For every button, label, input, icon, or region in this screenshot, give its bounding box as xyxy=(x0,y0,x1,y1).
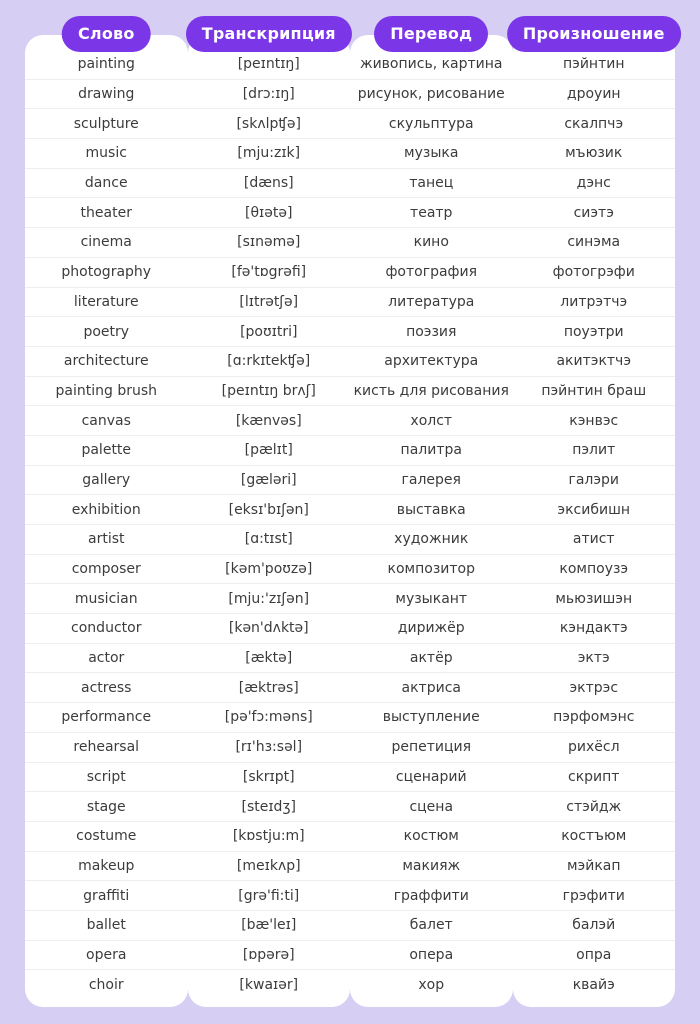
cell-transcription: [ɑ:rkɪtekʧə] xyxy=(188,346,351,376)
cell-transcription: [gæləri] xyxy=(188,465,351,495)
cell-word: composer xyxy=(25,554,188,584)
cell-transcription: [ɑ:tɪst] xyxy=(188,524,351,554)
cell-translation: литература xyxy=(350,287,513,317)
cell-word: gallery xyxy=(25,465,188,495)
cell-translation: музыкант xyxy=(350,583,513,613)
cell-transcription: [θɪətə] xyxy=(188,197,351,227)
cell-translation: актёр xyxy=(350,643,513,673)
cell-translation: сценарий xyxy=(350,762,513,792)
cell-word: costume xyxy=(25,821,188,851)
cell-transcription: [mju:'zɪʃən] xyxy=(188,583,351,613)
cell-translation: холст xyxy=(350,405,513,435)
cell-word: sculpture xyxy=(25,108,188,138)
column-word xyxy=(25,24,188,1007)
cell-word: script xyxy=(25,762,188,792)
cell-word: painting brush xyxy=(25,376,188,406)
cell-pronunciation: сиэтэ xyxy=(513,197,676,227)
cell-translation: репетиция xyxy=(350,732,513,762)
cell-translation: макияж xyxy=(350,851,513,881)
cell-pronunciation: фотогрэфи xyxy=(513,257,676,287)
cell-word: performance xyxy=(25,702,188,732)
cell-transcription: [fə'tɒgrəfi] xyxy=(188,257,351,287)
cell-transcription: [ɒpərə] xyxy=(188,940,351,970)
cell-translation: хор xyxy=(350,969,513,999)
cell-transcription: [dæns] xyxy=(188,168,351,198)
cell-pronunciation: атист xyxy=(513,524,676,554)
cell-word: music xyxy=(25,138,188,168)
cell-translation: граффити xyxy=(350,880,513,910)
cell-pronunciation: поуэтри xyxy=(513,316,676,346)
cell-translation: рисунок, рисование xyxy=(350,79,513,109)
column-translation xyxy=(350,24,513,1007)
cell-word: graffiti xyxy=(25,880,188,910)
cell-word: ballet xyxy=(25,910,188,940)
cell-transcription: [kɒstju:m] xyxy=(188,821,351,851)
cell-translation: балет xyxy=(350,910,513,940)
cell-pronunciation: галэри xyxy=(513,465,676,495)
cell-translation: кисть для рисования xyxy=(350,376,513,406)
cell-word: actor xyxy=(25,643,188,673)
cell-pronunciation: опра xyxy=(513,940,676,970)
vocabulary-table xyxy=(25,24,675,1007)
cell-word: canvas xyxy=(25,405,188,435)
cell-translation: композитор xyxy=(350,554,513,584)
cell-word: literature xyxy=(25,287,188,317)
cell-transcription: [skʌlpʧə] xyxy=(188,108,351,138)
cell-transcription: [sɪnəmə] xyxy=(188,227,351,257)
cell-pronunciation: мьюзишэн xyxy=(513,583,676,613)
cell-transcription: [kænvəs] xyxy=(188,405,351,435)
cell-translation: палитра xyxy=(350,435,513,465)
column-header-pill-word: Слово xyxy=(62,16,151,52)
cell-transcription: [peɪntɪŋ brʌʃ] xyxy=(188,376,351,406)
cell-pronunciation: грэфити xyxy=(513,880,676,910)
cell-word: choir xyxy=(25,969,188,999)
cell-pronunciation: пэйнтин xyxy=(563,56,625,73)
cell-pronunciation: балэй xyxy=(513,910,676,940)
cell-transcription: [æktrəs] xyxy=(188,672,351,702)
cell-transcription: [grə'fi:ti] xyxy=(188,880,351,910)
cell-translation: музыка xyxy=(350,138,513,168)
cell-pronunciation: компоузэ xyxy=(513,554,676,584)
cell-transcription: [pə'fɔ:məns] xyxy=(188,702,351,732)
cell-transcription: [bæ'leɪ] xyxy=(188,910,351,940)
cell-pronunciation: эктрэс xyxy=(513,672,676,702)
cell-word: dance xyxy=(25,168,188,198)
cell-pronunciation: пэлит xyxy=(513,435,676,465)
cell-transcription: [kwaɪər] xyxy=(188,969,351,999)
cell-translation: художник xyxy=(350,524,513,554)
cell-pronunciation: мъюзик xyxy=(513,138,676,168)
cell-word: palette xyxy=(25,435,188,465)
cell-transcription: [kən'dʌktə] xyxy=(188,613,351,643)
cell-transcription: [steɪdʒ] xyxy=(188,791,351,821)
column-pronunciation xyxy=(513,24,676,1007)
cell-word: poetry xyxy=(25,316,188,346)
cell-translation: танец xyxy=(350,168,513,198)
cell-transcription: [peɪntɪŋ] xyxy=(237,56,300,73)
cell-pronunciation: эктэ xyxy=(513,643,676,673)
cell-word: artist xyxy=(25,524,188,554)
cell-transcription: [æktə] xyxy=(188,643,351,673)
cell-pronunciation: литрэтчэ xyxy=(513,287,676,317)
cell-word: rehearsal xyxy=(25,732,188,762)
cell-translation: кино xyxy=(350,227,513,257)
cell-transcription: [kəm'poʊzə] xyxy=(188,554,351,584)
cell-translation: выставка xyxy=(350,494,513,524)
cell-word: photography xyxy=(25,257,188,287)
cell-transcription: [rɪ'hɜ:səl] xyxy=(188,732,351,762)
cell-transcription: [mju:zɪk] xyxy=(188,138,351,168)
cell-pronunciation: синэма xyxy=(513,227,676,257)
cell-transcription: [skrɪpt] xyxy=(188,762,351,792)
cell-translation: актриса xyxy=(350,672,513,702)
cell-pronunciation: рихёсл xyxy=(513,732,676,762)
column-transcription xyxy=(188,24,351,1007)
cell-translation: дирижёр xyxy=(350,613,513,643)
cell-translation: поэзия xyxy=(350,316,513,346)
cell-translation: архитектура xyxy=(350,346,513,376)
cell-pronunciation: кэнвэс xyxy=(513,405,676,435)
column-header-pill-transcription: Транскрипция xyxy=(186,16,352,52)
cell-word: architecture xyxy=(25,346,188,376)
cell-pronunciation: стэйдж xyxy=(513,791,676,821)
cell-pronunciation: скрипт xyxy=(513,762,676,792)
cell-pronunciation: дроуин xyxy=(513,79,676,109)
cell-word: cinema xyxy=(25,227,188,257)
cell-pronunciation: костъюм xyxy=(513,821,676,851)
cell-word: exhibition xyxy=(25,494,188,524)
cell-pronunciation: дэнс xyxy=(513,168,676,198)
cell-word: actress xyxy=(25,672,188,702)
cell-pronunciation: скалпчэ xyxy=(513,108,676,138)
cell-transcription: [lɪtrətʃə] xyxy=(188,287,351,317)
cell-pronunciation: акитэктчэ xyxy=(513,346,676,376)
cell-translation: фотография xyxy=(350,257,513,287)
cell-translation: костюм xyxy=(350,821,513,851)
cell-transcription: [drɔ:ɪŋ] xyxy=(188,79,351,109)
cell-transcription: [poʊɪtri] xyxy=(188,316,351,346)
cell-word: stage xyxy=(25,791,188,821)
cell-pronunciation: квайэ xyxy=(513,969,676,999)
cell-pronunciation: мэйкап xyxy=(513,851,676,881)
cell-pronunciation: пэрфомэнс xyxy=(513,702,676,732)
cell-pronunciation: эксибишн xyxy=(513,494,676,524)
cell-translation: опера xyxy=(350,940,513,970)
column-header-pill-translation: Перевод xyxy=(374,16,488,52)
cell-pronunciation: кэндактэ xyxy=(513,613,676,643)
cell-transcription: [eksɪ'bɪʃən] xyxy=(188,494,351,524)
cell-translation: галерея xyxy=(350,465,513,495)
cell-translation: выступление xyxy=(350,702,513,732)
cell-word: painting xyxy=(77,56,135,73)
cell-pronunciation: пэйнтин браш xyxy=(513,376,676,406)
cell-transcription: [meɪkʌp] xyxy=(188,851,351,881)
cell-word: musician xyxy=(25,583,188,613)
cell-translation: живопись, картина xyxy=(359,56,503,73)
cell-word: theater xyxy=(25,197,188,227)
cell-transcription: [pælɪt] xyxy=(188,435,351,465)
cell-translation: сцена xyxy=(350,791,513,821)
cell-word: makeup xyxy=(25,851,188,881)
cell-translation: скульптура xyxy=(350,108,513,138)
cell-word: drawing xyxy=(25,79,188,109)
cell-translation: театр xyxy=(350,197,513,227)
column-header-pill-pronunciation: Произношение xyxy=(507,16,681,52)
cell-word: conductor xyxy=(25,613,188,643)
cell-word: opera xyxy=(25,940,188,970)
